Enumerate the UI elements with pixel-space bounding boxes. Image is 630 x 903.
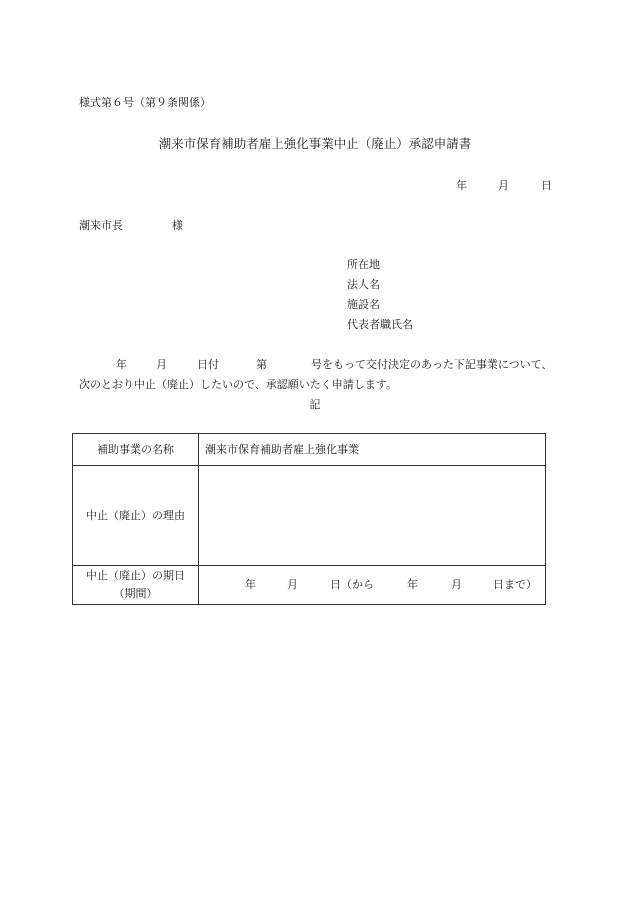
body-year-label: 年 xyxy=(116,358,127,371)
period-label-line1: 中止（廃止）の期日 xyxy=(86,569,185,583)
table-row xyxy=(73,566,546,605)
period-label xyxy=(73,566,199,605)
period-from-label: 日（から xyxy=(330,578,374,591)
applicant-facility-label: 施設名 xyxy=(347,298,380,311)
document-title: 潮来市保育補助者雇上強化事業中止（廃止）承認申請書 xyxy=(158,136,472,151)
applicant-address-label: 所在地 xyxy=(347,258,380,271)
form-number: 様式第６号（第９条関係） xyxy=(79,96,211,109)
body-line1-text: 号をもって交付決定のあった下記事業について、 xyxy=(311,358,553,371)
period-year2-label: 年 xyxy=(407,578,418,591)
period-value xyxy=(199,566,546,605)
project-table xyxy=(72,433,546,605)
applicant-representative-label: 代表者職氏名 xyxy=(347,318,413,331)
reason-value xyxy=(199,466,546,566)
body-day-label: 日付 xyxy=(197,358,219,371)
addressee-name: 潮来市長 xyxy=(79,219,123,232)
body-line2-text: 次のとおり中止（廃止）したいので、承認願いたく申請します。 xyxy=(79,378,397,391)
period-until-label: 日まで） xyxy=(493,578,537,591)
date-year-label: 年 xyxy=(456,179,467,192)
reason-label: 中止（廃止）の理由 xyxy=(73,466,199,566)
date-day-label: 日 xyxy=(541,179,552,192)
period-label-line2: （期間） xyxy=(113,587,158,600)
period-month2-label: 月 xyxy=(451,578,462,591)
body-month-label: 月 xyxy=(156,358,167,371)
applicant-corp-label: 法人名 xyxy=(347,278,380,291)
note-heading: 記 xyxy=(309,398,321,411)
project-name-label: 補助事業の名称 xyxy=(73,434,199,466)
table-row xyxy=(73,434,546,466)
project-name-value: 潮来市保育補助者雇上強化事業 xyxy=(199,434,546,466)
table-row xyxy=(73,466,546,566)
body-number-prefix: 第 xyxy=(256,358,267,371)
period-month1-label: 月 xyxy=(287,578,298,591)
addressee-suffix: 様 xyxy=(172,219,183,232)
period-year1-label: 年 xyxy=(245,578,256,591)
date-month-label: 月 xyxy=(498,179,509,192)
